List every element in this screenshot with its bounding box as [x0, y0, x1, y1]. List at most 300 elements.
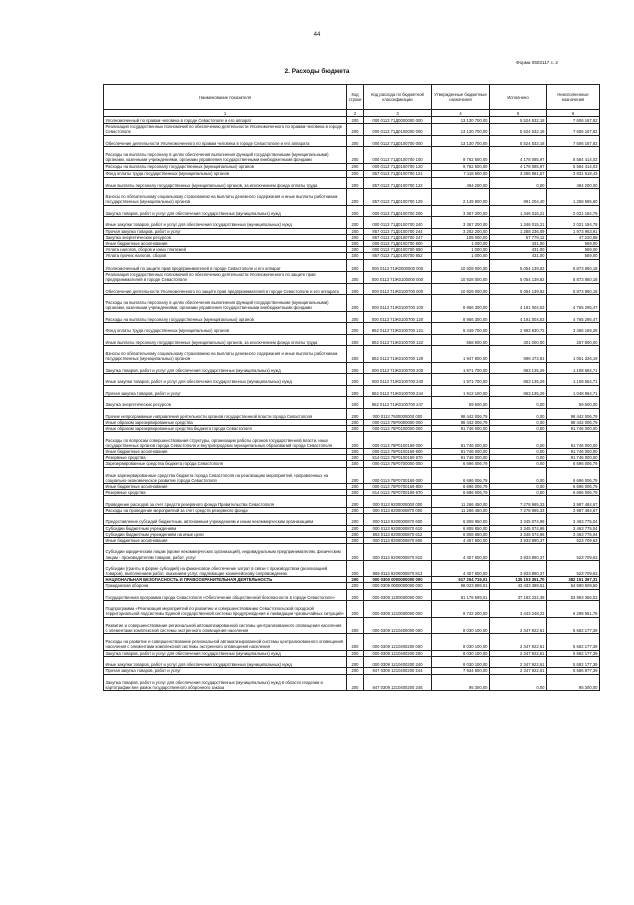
row-line-code-cell: 200 [347, 247, 364, 253]
row-approved-cell: 10 928 000,00 [432, 272, 490, 284]
row-classification-code-cell: 000 0113 71Д0100700 850 [364, 247, 432, 253]
row-name-cell: Фонд оплаты труда государственных (муниципальных) органов [104, 323, 347, 335]
row-line-code-cell: 200 [347, 283, 364, 295]
table-row [104, 668, 600, 674]
row-classification-code-cell: 000 0113 71Д0100700 800 [364, 240, 432, 246]
table-row [104, 362, 600, 374]
row-line-code-cell: 200 [347, 426, 364, 432]
row-unexecuted-cell: 7 606 167,82 [547, 124, 600, 136]
form-code: Форма 0503117 с. 2 [516, 60, 558, 65]
row-classification-code-cell: 862 0113 71Ж0100700 129 [364, 346, 432, 363]
row-name-cell: Подпрограмма «Реализация мероприятий по развитию и совершенствованию Севастопольской городской территориальной подсистемы Единой государственной системы предупреждения и ликвидации чрезвычайных ситуаций» [104, 601, 347, 618]
row-approved-cell: 2 149 800,00 [432, 189, 490, 206]
row-unexecuted-cell: 59 600,00 [547, 397, 600, 409]
table-row [104, 135, 600, 147]
row-unexecuted-cell: 6 696 006,79 [547, 467, 600, 484]
row-unexecuted-cell: 91 746 000,00 [547, 426, 600, 432]
row-unexecuted-cell: 54 590 509,50 [547, 583, 600, 589]
row-approved-cell: 1 912 100,00 [432, 385, 490, 397]
row-approved-cell: 6 808 850,00 [432, 525, 490, 531]
row-name-cell: Фонд оплаты труда государственных (муниципальных) органов [104, 170, 347, 177]
row-classification-code-cell: 000 0113 75P0100169 800 [364, 448, 432, 454]
row-unexecuted-cell: 3 987 484,67 [547, 507, 600, 513]
row-unexecuted-cell: 5 873 860,18 [547, 259, 600, 272]
table-row [104, 432, 600, 449]
row-unexecuted-cell: 5 682 177,39 [547, 650, 600, 656]
row-name-cell: Иные выплаты персоналу государственных (муниципальных) органов, за исключением фонда оплаты труда [104, 334, 347, 346]
row-line-code-cell: 200 [347, 408, 364, 420]
row-unexecuted-cell: 5 682 177,39 [547, 617, 600, 634]
row-executed-cell: 5 524 532,18 [490, 124, 547, 136]
row-executed-cell: 0,00 [490, 484, 547, 490]
row-line-code-cell: 200 [347, 147, 364, 164]
row-unexecuted-cell: 523 709,63 [547, 560, 600, 577]
table-row [104, 124, 600, 136]
row-classification-code-cell: 000 0113 71Ж0100700 120 [364, 311, 432, 323]
row-name-cell: Обеспечение деятельности Уполномоченного по правам человека в городе Севастополе и его аппарата [104, 135, 347, 147]
table-row [104, 634, 600, 651]
row-executed-cell: 2 993 530,72 [490, 323, 547, 335]
row-unexecuted-cell: 4 765 295,47 [547, 295, 600, 312]
row-classification-code-cell: 000 0113 71Д0100700 000 [364, 135, 432, 147]
row-executed-cell: 43 433 389,51 [490, 583, 547, 589]
row-line-code-cell: 200 [347, 507, 364, 513]
row-approved-cell: 91 746 000,00 [432, 448, 490, 454]
row-approved-cell: 4 457 600,00 [432, 544, 490, 561]
row-approved-cell: 8 030 100,00 [432, 650, 490, 656]
row-line-code-cell: 200 [347, 217, 364, 229]
row-executed-cell: 0,00 [490, 432, 547, 449]
row-executed-cell: 0,00 [490, 426, 547, 432]
table-row [104, 617, 600, 634]
row-executed-cell: 863 135,29 [490, 362, 547, 374]
row-approved-cell: 1 971 700,00 [432, 362, 490, 374]
row-classification-code-cell: 000 0113 71Д0000000 000 [364, 117, 432, 124]
row-approved-cell: 91 746 000,00 [432, 455, 490, 461]
table-row [104, 577, 600, 583]
row-unexecuted-cell: 494 200,00 [547, 177, 600, 189]
row-executed-cell: 4 178 085,97 [490, 147, 547, 164]
row-approved-cell: 8 030 100,00 [432, 634, 490, 651]
row-line-code-cell: 200 [347, 163, 364, 170]
table-row [104, 467, 600, 484]
row-unexecuted-cell: 6 298 951,78 [547, 601, 600, 618]
row-classification-code-cell: 000 0300 0000000000 000 [364, 577, 432, 583]
row-classification-code-cell: 000 0309 0000000000 000 [364, 583, 432, 589]
row-classification-code-cell: 000 0113 75P0700000 000 [364, 461, 432, 467]
row-executed-cell: 0,00 [490, 448, 547, 454]
row-executed-cell: 5 054 139,82 [490, 283, 547, 295]
row-line-code-cell: 200 [347, 295, 364, 312]
table-row [104, 385, 600, 397]
row-name-cell: Уплата налогов, сборов и иных платежей [104, 247, 347, 253]
row-classification-code-cell: 862 0113 71Ж0100700 244 [364, 385, 432, 397]
column-number: 6 [547, 110, 600, 117]
row-name-cell: Иные образом зарезервированные средства [104, 420, 347, 426]
row-line-code-cell: 200 [347, 272, 364, 284]
row-unexecuted-cell: 2 021 184,79 [547, 205, 600, 217]
row-executed-cell: 4 191 004,53 [490, 311, 547, 323]
row-unexecuted-cell: 1 973 963,91 [547, 228, 600, 234]
row-approved-cell: 98 442 006,79 [432, 408, 490, 420]
row-classification-code-cell: 000 0113 9200000870 000 [364, 507, 432, 513]
row-unexecuted-cell: 1 051 326,19 [547, 346, 600, 363]
row-name-cell: Закупка товаров, работ и услуг для обеспечения государственных (муниципальных) нужд [104, 205, 347, 217]
row-classification-code-cell: 857 0113 71Д0100700 122 [364, 177, 432, 189]
row-unexecuted-cell: 382 151 367,31 [547, 577, 600, 583]
row-classification-code-cell: 857 0113 71Д0100700 247 [364, 234, 432, 240]
row-executed-cell: 7 278 965,33 [490, 496, 547, 508]
column-number-row [104, 110, 600, 117]
row-approved-cell: 3 367 200,00 [432, 205, 490, 217]
row-approved-cell: 13 130 700,00 [432, 124, 490, 136]
row-line-code-cell: 200 [347, 617, 364, 634]
row-line-code-cell: 200 [347, 656, 364, 668]
table-row [104, 650, 600, 656]
row-approved-cell: 13 130 700,00 [432, 117, 490, 124]
row-executed-cell: 1 346 015,21 [490, 217, 547, 229]
row-unexecuted-cell: 3 456 169,28 [547, 323, 600, 335]
row-line-code-cell: 200 [347, 385, 364, 397]
row-executed-cell: 0,00 [490, 455, 547, 461]
row-unexecuted-cell: 98 442 006,79 [547, 408, 600, 420]
row-executed-cell: 3 345 074,96 [490, 525, 547, 531]
table-row [104, 601, 600, 618]
row-line-code-cell: 200 [347, 253, 364, 259]
row-classification-code-cell: 000 0113 75P0100000 000 [364, 426, 432, 432]
row-unexecuted-cell: 53 993 366,53 [547, 589, 600, 601]
row-unexecuted-cell: 7 606 167,82 [547, 117, 600, 124]
row-classification-code-cell: 847 0309 1210400200 245 [364, 674, 432, 691]
row-approved-cell: 494 200,00 [432, 177, 490, 189]
row-classification-code-cell: 000 0113 75P0700169 000 [364, 467, 432, 484]
row-executed-cell: 431,00 [490, 240, 547, 246]
row-classification-code-cell: 857 0113 71Д0100700 129 [364, 189, 432, 206]
row-approved-cell: 7 118 500,00 [432, 170, 490, 177]
row-line-code-cell: 200 [347, 467, 364, 484]
row-approved-cell: 6 696 006,79 [432, 490, 490, 496]
table-row [104, 346, 600, 363]
row-unexecuted-cell: 1 048 964,71 [547, 385, 600, 397]
row-executed-cell: 863 135,29 [490, 374, 547, 386]
row-classification-code-cell: 000 0113 71Ж0100000 000 [364, 272, 432, 284]
row-line-code-cell: 200 [347, 228, 364, 234]
row-executed-cell: 3 345 074,96 [490, 514, 547, 526]
table-row [104, 147, 600, 164]
row-unexecuted-cell: 523 709,63 [547, 538, 600, 544]
row-executed-cell: 0,00 [490, 397, 547, 409]
row-unexecuted-cell: 569,00 [547, 247, 600, 253]
row-executed-cell: 2 347 922,61 [490, 617, 547, 634]
row-classification-code-cell: 000 0309 1210400000 000 [364, 617, 432, 634]
row-unexecuted-cell: 569,00 [547, 253, 600, 259]
row-name-cell: Проведение расходов за счет средств резервного фонда Правительства Севастополя [104, 496, 347, 508]
row-classification-code-cell: 000 0113 9200000870 610 [364, 525, 432, 531]
header-classification-code: Код расхода по бюджетной классификации [364, 85, 432, 110]
table-row [104, 295, 600, 312]
table-row [104, 163, 600, 170]
row-name-cell: Расходы на выплаты персоналу в целях обеспечения выполнения функций государственными (муниципальными) органами, казенными учреждениями, органами управления государственными внебюджетными фондами [104, 147, 347, 164]
row-unexecuted-cell: 5 873 860,18 [547, 283, 600, 295]
row-unexecuted-cell: 569,00 [547, 240, 600, 246]
row-approved-cell: 6 449 700,00 [432, 323, 490, 335]
table-row [104, 544, 600, 561]
row-classification-code-cell: 000 0309 1210000000 000 [364, 601, 432, 618]
row-unexecuted-cell: 98 442 006,79 [547, 420, 600, 426]
row-executed-cell: 0,00 [490, 420, 547, 426]
row-name-cell: Предоставление субсидий бюджетным, автономным учреждениям и иным некоммерческим организациям [104, 514, 347, 526]
row-name-cell: Реализация государственных полномочий по обеспечению деятельности Уполномоченного по защите прав предпринимателей в городе Севастополе [104, 272, 347, 284]
row-name-cell: Иные закупки товаров, работ и услуг для обеспечения государственных (муниципальных) нужд [104, 217, 347, 229]
table-body [104, 117, 600, 691]
row-classification-code-cell: 814 0113 75P0100169 870 [364, 455, 432, 461]
row-unexecuted-cell: 3 987 484,67 [547, 496, 600, 508]
row-classification-code-cell: 862 0113 71Ж0100700 121 [364, 323, 432, 335]
row-name-cell: Закупка товаров, работ и услуг для обеспечения государственных (муниципальных) нужд [104, 362, 347, 374]
row-approved-cell: 9 762 500,00 [432, 147, 490, 164]
row-approved-cell: 98 442 006,79 [432, 420, 490, 426]
table-row [104, 514, 600, 526]
row-approved-cell: 1 000,00 [432, 247, 490, 253]
row-classification-code-cell: 000 0113 71Д0100700 200 [364, 205, 432, 217]
row-approved-cell: 98 023 899,01 [432, 583, 490, 589]
row-executed-cell: 3 286 881,57 [490, 170, 547, 177]
row-executed-cell: 431,00 [490, 247, 547, 253]
row-unexecuted-cell: 523 709,63 [547, 544, 600, 561]
table-row [104, 283, 600, 295]
row-unexecuted-cell: 5 586 877,39 [547, 668, 600, 674]
row-approved-cell: 11 266 450,00 [432, 496, 490, 508]
row-approved-cell: 11 266 450,00 [432, 507, 490, 513]
row-approved-cell: 1 971 700,00 [432, 374, 490, 386]
row-classification-code-cell: 869 0113 9200000870 813 [364, 560, 432, 577]
row-executed-cell: 0,00 [490, 467, 547, 484]
row-executed-cell: 301 000,00 [490, 334, 547, 346]
row-name-cell: Иные закупки товаров, работ и услуг для обеспечения государственных (муниципальных) нужд [104, 374, 347, 386]
row-executed-cell: 3 933 890,37 [490, 544, 547, 561]
row-name-cell: Иные зарезервированные средства бюджета города Севастополя на реализацию мероприятий, направленных на социально-экономическое развитие города Севастополя [104, 467, 347, 484]
row-executed-cell: 5 054 139,82 [490, 272, 547, 284]
column-number: 1 [104, 110, 347, 117]
row-executed-cell: 4 178 085,97 [490, 163, 547, 170]
row-executed-cell: 3 345 074,96 [490, 531, 547, 537]
row-executed-cell: 891 204,40 [490, 189, 547, 206]
table-row [104, 374, 600, 386]
row-unexecuted-cell: 3 463 775,04 [547, 514, 600, 526]
row-unexecuted-cell: 6 696 006,79 [547, 490, 600, 496]
row-line-code-cell: 200 [347, 362, 364, 374]
row-classification-code-cell: 000 0113 71Д0100700 120 [364, 163, 432, 170]
row-approved-cell: 517 254 719,01 [432, 577, 490, 583]
row-classification-code-cell: 863 0113 9200000870 612 [364, 531, 432, 537]
table-row [104, 674, 600, 691]
row-line-code-cell: 200 [347, 668, 364, 674]
row-name-cell: Расходы на развитие и совершенствование региональной автоматизированной системы централизованного оповещения населения с элементами комплексной системы экстренного оповещения населения [104, 634, 347, 651]
row-name-cell: Прочая закупка товаров, работ и услуг [104, 668, 347, 674]
row-line-code-cell: 200 [347, 311, 364, 323]
row-unexecuted-cell: 95 300,00 [547, 674, 600, 691]
table-row [104, 177, 600, 189]
row-line-code-cell: 200 [347, 170, 364, 177]
row-name-cell: Закупка энергетических ресурсов [104, 234, 347, 240]
row-classification-code-cell: 000 0113 9200000870 810 [364, 544, 432, 561]
row-line-code-cell: 200 [347, 538, 364, 544]
row-line-code-cell: 200 [347, 374, 364, 386]
row-executed-cell: 3 443 248,22 [490, 601, 547, 618]
row-unexecuted-cell: 5 584 414,03 [547, 147, 600, 164]
row-executed-cell: 135 103 351,70 [490, 577, 547, 583]
table-row [104, 323, 600, 335]
row-line-code-cell: 200 [347, 496, 364, 508]
header-approved: Утвержденные бюджетные назначения [432, 85, 490, 110]
row-classification-code-cell: 000 0309 1200000000 000 [364, 589, 432, 601]
row-name-cell: Субсидии бюджетным учреждениям [104, 525, 347, 531]
row-classification-code-cell: 000 0113 71Ж0100700 000 [364, 283, 432, 295]
row-unexecuted-cell: 91 746 000,00 [547, 448, 600, 454]
row-executed-cell: 2 347 922,61 [490, 650, 547, 656]
table-row [104, 560, 600, 577]
row-classification-code-cell: 000 0113 71Д0100700 240 [364, 217, 432, 229]
row-name-cell: Закупка товаров, работ и услуг для обеспечения государственных (муниципальных) нужд в области геодезии и картографии вне рамок государственного оборонного заказа [104, 674, 347, 691]
table-row [104, 117, 600, 124]
table-row [104, 589, 600, 601]
row-name-cell: Расходы на выплаты персоналу в целях обеспечения выполнения функций государственными (муниципальными) органами, казенными учреждениями, органами управления государственными внебюджетными фондами [104, 295, 347, 312]
row-name-cell: Иные бюджетные ассигнования [104, 484, 347, 490]
row-executed-cell: 0,00 [490, 461, 547, 467]
row-name-cell: Прочая закупка товаров, работ и услуг [104, 385, 347, 397]
row-unexecuted-cell: 3 463 775,04 [547, 525, 600, 531]
table-row [104, 259, 600, 272]
row-classification-code-cell: 814 0113 75P0700169 870 [364, 490, 432, 496]
row-approved-cell: 91 746 000,00 [432, 432, 490, 449]
row-name-cell: Прочая закупка товаров, работ и услуг [104, 228, 347, 234]
row-line-code-cell: 200 [347, 577, 364, 583]
row-executed-cell: 5 524 532,18 [490, 117, 547, 124]
row-line-code-cell: 200 [347, 177, 364, 189]
row-line-code-cell: 200 [347, 674, 364, 691]
row-executed-cell: 2 347 922,61 [490, 634, 547, 651]
table-header-row [104, 85, 600, 110]
row-executed-cell: 57 779,12 [490, 234, 547, 240]
row-classification-code-cell: 857 0113 71Д0100700 852 [364, 253, 432, 259]
row-approved-cell: 8 956 300,00 [432, 295, 490, 312]
row-classification-code-cell: 000 0113 71Ж0100700 100 [364, 295, 432, 312]
row-executed-cell: 863 135,29 [490, 385, 547, 397]
row-unexecuted-cell: 6 696 006,79 [547, 484, 600, 490]
row-name-cell: Государственная программа города Севастополя «Обеспечение общественной безопасности в городе Севастополе» [104, 589, 347, 601]
row-name-cell: Расходы на выплаты персоналу государственных (муниципальных) органов [104, 163, 347, 170]
row-name-cell: Прочие непрограммные направления деятельности органов государственной власти города Севастополя [104, 408, 347, 420]
row-approved-cell: 6 696 006,79 [432, 461, 490, 467]
row-approved-cell: 13 130 700,00 [432, 135, 490, 147]
row-executed-cell: 37 183 232,48 [490, 589, 547, 601]
row-classification-code-cell: 000 0113 7500000000 000 [364, 408, 432, 420]
table-row [104, 531, 600, 537]
row-name-cell: Субсидии бюджетным учреждениям на иные цели [104, 531, 347, 537]
row-executed-cell: 5 524 532,18 [490, 135, 547, 147]
row-executed-cell: 3 933 890,37 [490, 538, 547, 544]
row-classification-code-cell: 000 0113 9200000870 800 [364, 538, 432, 544]
table-row [104, 272, 600, 284]
row-name-cell: Закупка товаров, работ и услуг для обеспечения государственных (муниципальных) нужд [104, 650, 347, 656]
row-approved-cell: 7 934 800,00 [432, 668, 490, 674]
row-unexecuted-cell: 91 746 000,00 [547, 455, 600, 461]
row-name-cell: Уполномоченный по защите прав предпринимателей в городе Севастополе и его аппарат [104, 259, 347, 272]
row-name-cell: Субсидии юридическим лицам (кроме некоммерческих организаций), индивидуальным предпринимателям, физическим лицам - производителям товаров, работ, услуг [104, 544, 347, 561]
table-row [104, 334, 600, 346]
row-line-code-cell: 200 [347, 484, 364, 490]
row-classification-code-cell: 000 0113 71Ж0100700 200 [364, 362, 432, 374]
row-approved-cell: 9 762 500,00 [432, 163, 490, 170]
row-name-cell: Уплата прочих налогов, сборов [104, 253, 347, 259]
row-unexecuted-cell: 7 606 167,82 [547, 135, 600, 147]
row-approved-cell: 95 300,00 [432, 674, 490, 691]
expenses-table [103, 84, 600, 691]
section-title: 2. Расходы бюджета [284, 68, 350, 75]
row-name-cell: Взносы по обязательному социальному страхованию на выплаты денежного содержания и иные выплаты работникам государственных (муниципальных) органов [104, 189, 347, 206]
row-executed-cell: 0,00 [490, 408, 547, 420]
row-name-cell: Резервные средства [104, 455, 347, 461]
row-approved-cell: 1 000,00 [432, 253, 490, 259]
table-row [104, 507, 600, 513]
row-classification-code-cell: 000 0113 71Д0100000 000 [364, 124, 432, 136]
row-name-cell: Закупка энергетических ресурсов [104, 397, 347, 409]
row-approved-cell: 6 808 850,00 [432, 514, 490, 526]
row-name-cell: Зарезервированные средства бюджета города Севастополя [104, 461, 347, 467]
row-name-cell: Расходы на проведение мероприятий за счет средств резервного фонда [104, 507, 347, 513]
table-row [104, 205, 600, 217]
row-executed-cell: 1 288 236,09 [490, 228, 547, 234]
row-unexecuted-cell: 5 584 414,03 [547, 163, 600, 170]
row-line-code-cell: 200 [347, 650, 364, 656]
header-executed: Исполнено [490, 85, 547, 110]
row-classification-code-cell: 000 0309 1210400200 000 [364, 634, 432, 651]
row-classification-code-cell: 862 0113 71Ж0100700 247 [364, 397, 432, 409]
table-row [104, 228, 600, 234]
row-classification-code-cell: 000 0113 71Ж0000000 000 [364, 259, 432, 272]
row-line-code-cell: 200 [347, 234, 364, 240]
row-approved-cell: 59 600,00 [432, 397, 490, 409]
row-name-cell: Иные бюджетные ассигнования [104, 448, 347, 454]
row-unexecuted-cell: 5 682 177,39 [547, 634, 600, 651]
row-approved-cell: 8 956 300,00 [432, 311, 490, 323]
row-approved-cell: 3 367 200,00 [432, 217, 490, 229]
column-number: 5 [490, 110, 547, 117]
row-unexecuted-cell: 3 831 618,43 [547, 170, 600, 177]
row-approved-cell: 91 176 599,01 [432, 589, 490, 601]
row-name-cell: Обеспечение деятельности Уполномоченного по защите прав предпринимателей в городе Севастополе и его аппарата [104, 283, 347, 295]
row-classification-code-cell: 000 0113 9200000870 600 [364, 514, 432, 526]
row-approved-cell: 10 928 000,00 [432, 283, 490, 295]
row-line-code-cell: 200 [347, 514, 364, 526]
row-classification-code-cell: 000 0309 1210400200 200 [364, 650, 432, 656]
row-executed-cell: 896 473,81 [490, 346, 547, 363]
header-name: Наименование показателя [104, 85, 347, 110]
row-approved-cell: 4 457 600,00 [432, 538, 490, 544]
row-unexecuted-cell: 1 258 595,60 [547, 189, 600, 206]
row-name-cell: Резервные средства [104, 490, 347, 496]
row-executed-cell: 2 347 922,61 [490, 656, 547, 668]
row-classification-code-cell: 857 0113 71Д0100700 121 [364, 170, 432, 177]
row-approved-cell: 91 746 000,00 [432, 426, 490, 432]
table-row [104, 496, 600, 508]
table-row [104, 408, 600, 420]
row-executed-cell: 7 278 965,33 [490, 507, 547, 513]
row-line-code-cell: 200 [347, 490, 364, 496]
row-line-code-cell: 200 [347, 432, 364, 449]
row-approved-cell: 6 808 850,00 [432, 531, 490, 537]
row-executed-cell: 0,00 [490, 177, 547, 189]
